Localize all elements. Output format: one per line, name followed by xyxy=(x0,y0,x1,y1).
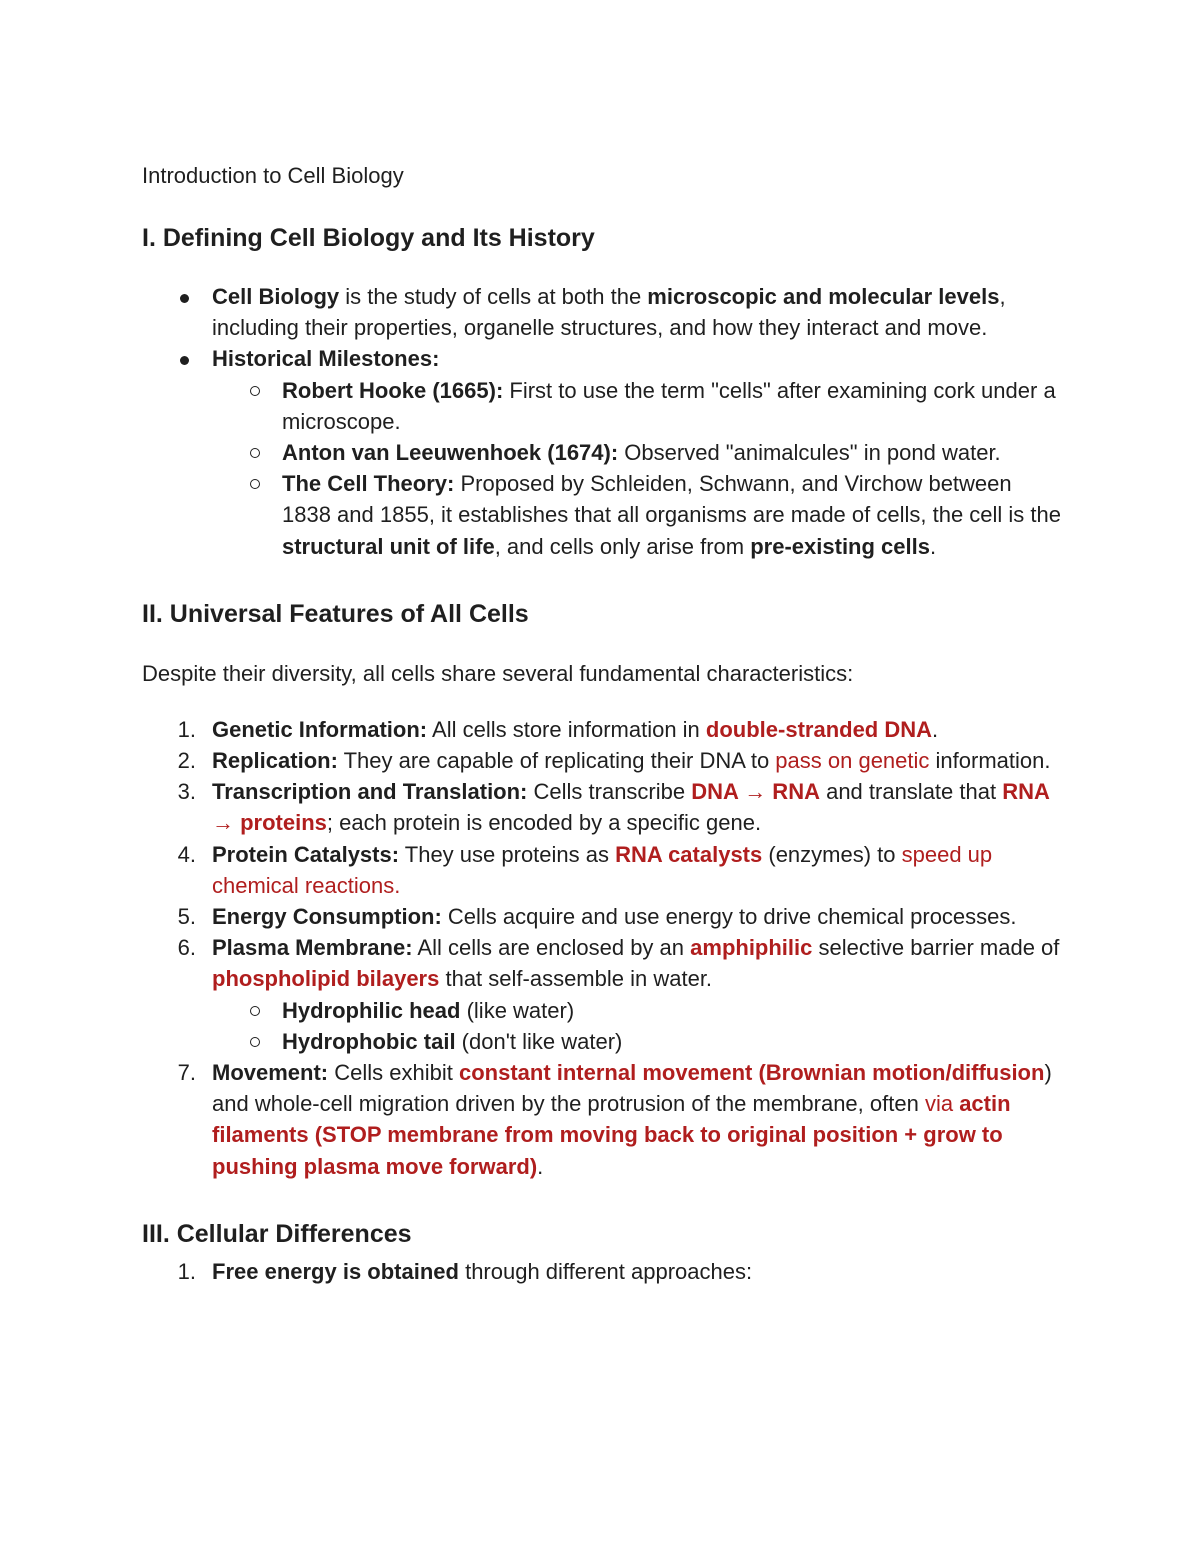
hollow-bullet-icon xyxy=(250,1006,260,1016)
list-item-hydrophobic-tail: Hydrophobic tail (don't like water) xyxy=(142,1026,1062,1057)
list-item-genetic-information: 1. Genetic Information: All cells store information in double-stranded DNA. xyxy=(177,716,939,742)
hollow-bullet-icon xyxy=(250,386,260,396)
list-item-transcription-translation: 3. Transcription and Translation: Cells transcribe DNA → RNA and translate that RNA → proteins; each protein is encoded by a specific gene. xyxy=(177,779,1050,836)
list-item-movement: 7. Movement: Cells exhibit constant internal movement (Brownian motion/diffusion) and whole-cell migration driven by the protrusion of the membrane, often via actin filaments (STOP membrane from moving back to original position + grow to pushing plasma move forward). xyxy=(177,1060,1052,1179)
section-3-list xyxy=(142,1256,1062,1287)
section-3-heading: III. Cellular Differences xyxy=(142,1219,412,1248)
section-1-heading: I. Defining Cell Biology and Its History xyxy=(142,224,595,252)
membrane-sublist xyxy=(142,995,1062,1057)
hollow-bullet-icon xyxy=(250,448,260,458)
document-title: Introduction to Cell Biology xyxy=(142,163,404,188)
bullet-icon xyxy=(180,356,189,365)
list-item-free-energy: 1. Free energy is obtained through different approaches: xyxy=(177,1258,753,1284)
hollow-bullet-icon xyxy=(250,1037,260,1047)
bullet-icon xyxy=(180,294,189,303)
list-item-hydrophilic-head: Hydrophilic head (like water) xyxy=(142,995,1062,1026)
document-page xyxy=(142,160,1062,1287)
section-2-list xyxy=(142,714,1062,1182)
list-item-plasma-membrane: 6. Plasma Membrane: All cells are enclosed by an amphiphilic selective barrier made of phospholipid bilayers that self-assemble in water. xyxy=(177,935,1060,992)
section-2-heading: II. Universal Features of All Cells xyxy=(142,599,529,628)
list-item-replication: 2. Replication: They are capable of replicating their DNA to pass on genetic information. xyxy=(177,748,1051,774)
list-item-cell-biology: Cell Biology is the study of cells at both the microscopic and molecular levels, including their properties, organelle structures, and how they interact and move. xyxy=(142,281,1062,343)
list-item-robert-hooke: Robert Hooke (1665): First to use the term "cells" after examining cork under a microscope. xyxy=(142,375,1062,437)
hollow-bullet-icon xyxy=(250,479,260,489)
list-item-energy-consumption: 5. Energy Consumption: Cells acquire and use energy to drive chemical processes. xyxy=(177,904,1017,930)
list-item-historical-milestones: Historical Milestones: xyxy=(142,343,1062,374)
milestones-sublist xyxy=(142,375,1062,562)
list-item-protein-catalysts: 4. Protein Catalysts: They use proteins as RNA catalysts (enzymes) to speed up chemical reactions. xyxy=(177,841,993,898)
section-2-intro: Despite their diversity, all cells share several fundamental characteristics: xyxy=(142,660,854,686)
section-1-list xyxy=(142,281,1062,562)
list-item-cell-theory: The Cell Theory: Proposed by Schleiden, Schwann, and Virchow between 1838 and 1855, it establishes that all organisms are made of cells, the cell is the structural unit of life, and cells only arise from pre-existing cells. xyxy=(142,468,1062,562)
list-item-leeuwenhoek: Anton van Leeuwenhoek (1674): Observed "animalcules" in pond water. xyxy=(142,437,1062,468)
